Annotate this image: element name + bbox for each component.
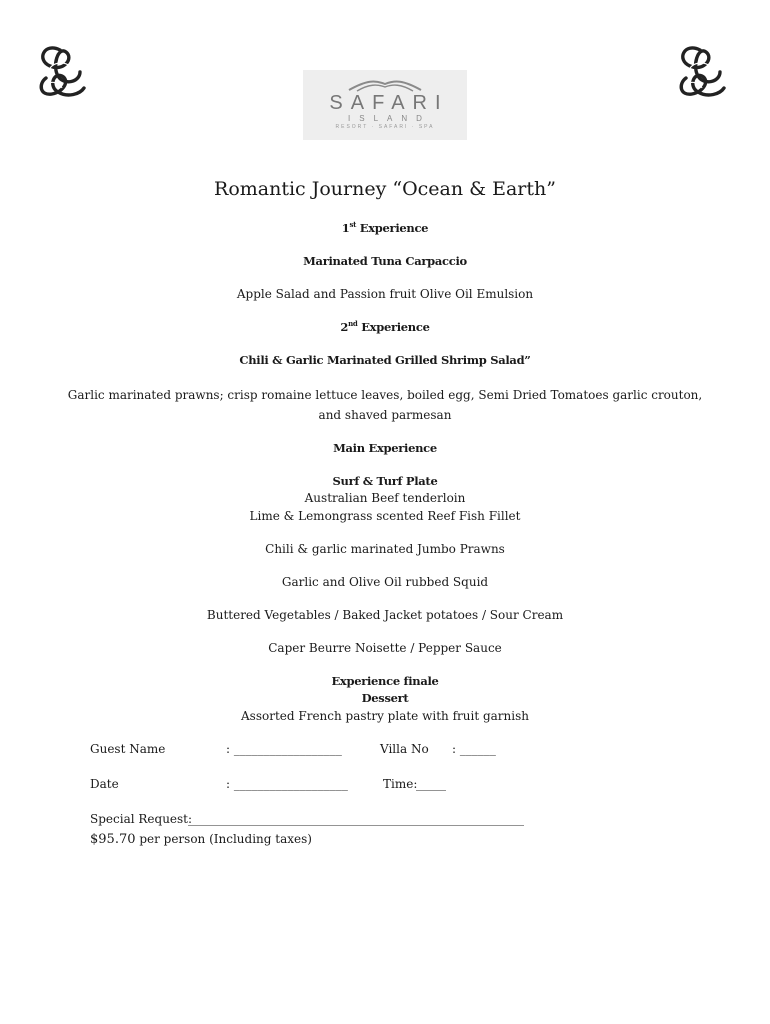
logo-tagline: RESORT · SAFARI · SPA — [335, 124, 435, 130]
main-line: Lime & Lemongrass scented Reef Fish Fillet — [249, 509, 521, 523]
special-request-label: Special Request: — [90, 812, 193, 826]
date-label: Date — [90, 777, 119, 791]
finale-subheading: Dessert — [361, 691, 409, 705]
main-line: Australian Beef tenderloin — [304, 491, 466, 505]
main-line: Chili & garlic marinated Jumbo Prawns — [265, 542, 505, 556]
ornament-right-icon — [670, 40, 730, 102]
time-label: Time: — [383, 777, 418, 791]
experience-2-description-line-1: Garlic marinated prawns; crisp romaine lettuce leaves, boiled egg, Semi Dried Tomatoes garlic crouton, — [67, 388, 703, 402]
main-experience-heading: Main Experience — [333, 441, 437, 455]
resort-logo — [303, 70, 467, 140]
price-amount: $95.70 — [90, 832, 136, 847]
special-request-field[interactable]: ________________________________________________________ — [188, 812, 524, 826]
villa-no-label: Villa No — [380, 742, 429, 756]
experience-1-description: Apple Salad and Passion fruit Olive Oil Emulsion — [236, 287, 534, 301]
main-line: Caper Beurre Noisette / Pepper Sauce — [268, 641, 502, 655]
experience-2-dish: Chili & Garlic Marinated Grilled Shrimp Salad” — [239, 353, 531, 367]
time-field[interactable]: _____ — [416, 777, 446, 791]
experience-1-heading: 1st Experience — [341, 220, 429, 235]
ornament-left-icon — [30, 40, 90, 102]
main-line: Garlic and Olive Oil rubbed Squid — [281, 575, 489, 589]
price-note: per person (Including taxes) — [135, 832, 312, 846]
villa-no-field[interactable]: : ______ — [452, 742, 496, 756]
logo-brand: SAFARI — [329, 92, 449, 114]
roof-icon — [347, 78, 423, 92]
experience-2-heading: 2nd Experience — [340, 319, 430, 334]
experience-1-dish: Marinated Tuna Carpaccio — [303, 254, 467, 268]
guest-name-field[interactable]: : __________________ — [226, 742, 342, 756]
finale-description: Assorted French pastry plate with fruit garnish — [241, 709, 529, 723]
main-line: Buttered Vegetables / Baked Jacket potatoes / Sour Cream — [206, 608, 564, 622]
date-field[interactable]: : ___________________ — [226, 777, 348, 791]
menu-title: Romantic Journey “Ocean & Earth” — [214, 178, 556, 200]
finale-heading: Experience finale — [331, 674, 439, 688]
logo-sub: ISLAND — [348, 114, 431, 123]
price-line — [90, 828, 312, 847]
main-dish: Surf & Turf Plate — [332, 474, 438, 488]
guest-name-label: Guest Name — [90, 742, 166, 756]
experience-2-description-line-2: and shaved parmesan — [318, 408, 452, 422]
